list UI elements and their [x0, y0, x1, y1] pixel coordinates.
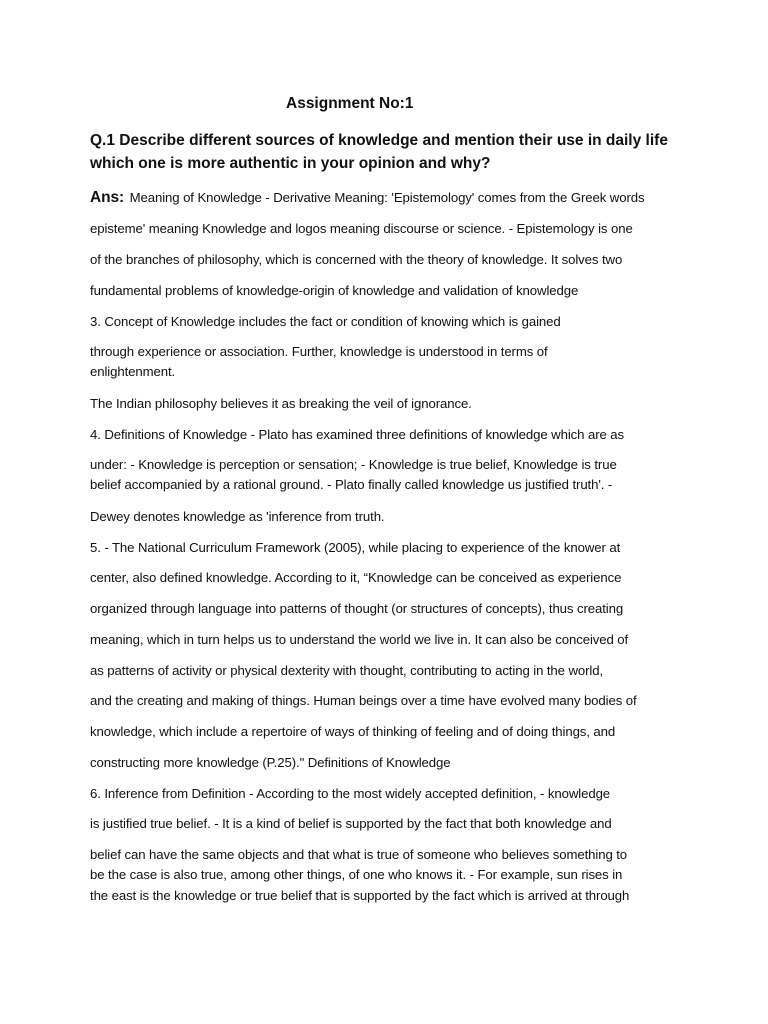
- answer-line: 5. - The National Curriculum Framework (2005), while placing to experience of the knower at: [90, 540, 621, 555]
- answer-line: 6. Inference from Definition - According to the most widely accepted definition, - knowledge: [90, 786, 611, 801]
- answer-line: under: - Knowledge is perception or sensation; - Knowledge is true belief, Knowledge is true: [90, 457, 617, 472]
- assignment-title: Assignment No:1: [286, 95, 414, 112]
- answer-line: 3. Concept of Knowledge includes the fact or condition of knowing which is gained: [90, 314, 561, 329]
- answer-line: 4. Definitions of Knowledge - Plato has examined three definitions of knowledge which are as: [90, 427, 625, 442]
- answer-line: belief accompanied by a rational ground. - Plato finally called knowledge us justified truth'. -: [90, 477, 613, 492]
- answer-line: organized through language into patterns of thought (or structures of concepts), thus creating: [90, 601, 624, 616]
- answer-line: through experience or association. Further, knowledge is understood in terms of: [90, 344, 548, 359]
- answer-line: as patterns of activity or physical dexterity with thought, contributing to acting in the world,: [90, 663, 604, 678]
- answer-line: episteme' meaning Knowledge and logos meaning discourse or science. - Epistemology is one: [90, 221, 633, 236]
- answer-line: belief can have the same objects and that what is true of someone who believes something to: [90, 847, 628, 862]
- answer-line: is justified true belief. - It is a kind of belief is supported by the fact that both knowledge and: [90, 816, 612, 831]
- answer-line: The Indian philosophy believes it as breaking the veil of ignorance.: [90, 396, 472, 411]
- answer-line: be the case is also true, among other things, of one who knows it. - For example, sun rises in: [90, 867, 623, 882]
- answer-label: Ans:: [90, 189, 125, 206]
- answer-line: the east is the knowledge or true belief that is supported by the fact which is arrived at through: [90, 888, 630, 903]
- answer-text: Meaning of Knowledge - Derivative Meaning: 'Epistemology' comes from the Greek words: [129, 190, 645, 205]
- answer-line: Dewey denotes knowledge as 'inference from truth.: [90, 509, 385, 524]
- question-line-2: which one is more authentic in your opinion and why?: [90, 155, 491, 172]
- question-line-1: Q.1 Describe different sources of knowledge and mention their use in daily life: [90, 132, 668, 149]
- answer-line: center, also defined knowledge. According to it, “Knowledge can be conceived as experience: [90, 570, 622, 585]
- answer-line: enlightenment.: [90, 364, 176, 379]
- answer-line: meaning, which in turn helps us to understand the world we live in. It can also be conceived of: [90, 632, 629, 647]
- answer-line: and the creating and making of things. Human beings over a time have evolved many bodies of: [90, 693, 637, 708]
- answer-line: constructing more knowledge (P.25)." Definitions of Knowledge: [90, 755, 451, 770]
- answer-first-line: [90, 189, 644, 207]
- answer-line: of the branches of philosophy, which is concerned with the theory of knowledge. It solves two: [90, 252, 623, 267]
- question-heading: [90, 129, 690, 175]
- answer-line: fundamental problems of knowledge-origin of knowledge and validation of knowledge: [90, 283, 579, 298]
- answer-line: knowledge, which include a repertoire of ways of thinking of feeling and of doing things, and: [90, 724, 616, 739]
